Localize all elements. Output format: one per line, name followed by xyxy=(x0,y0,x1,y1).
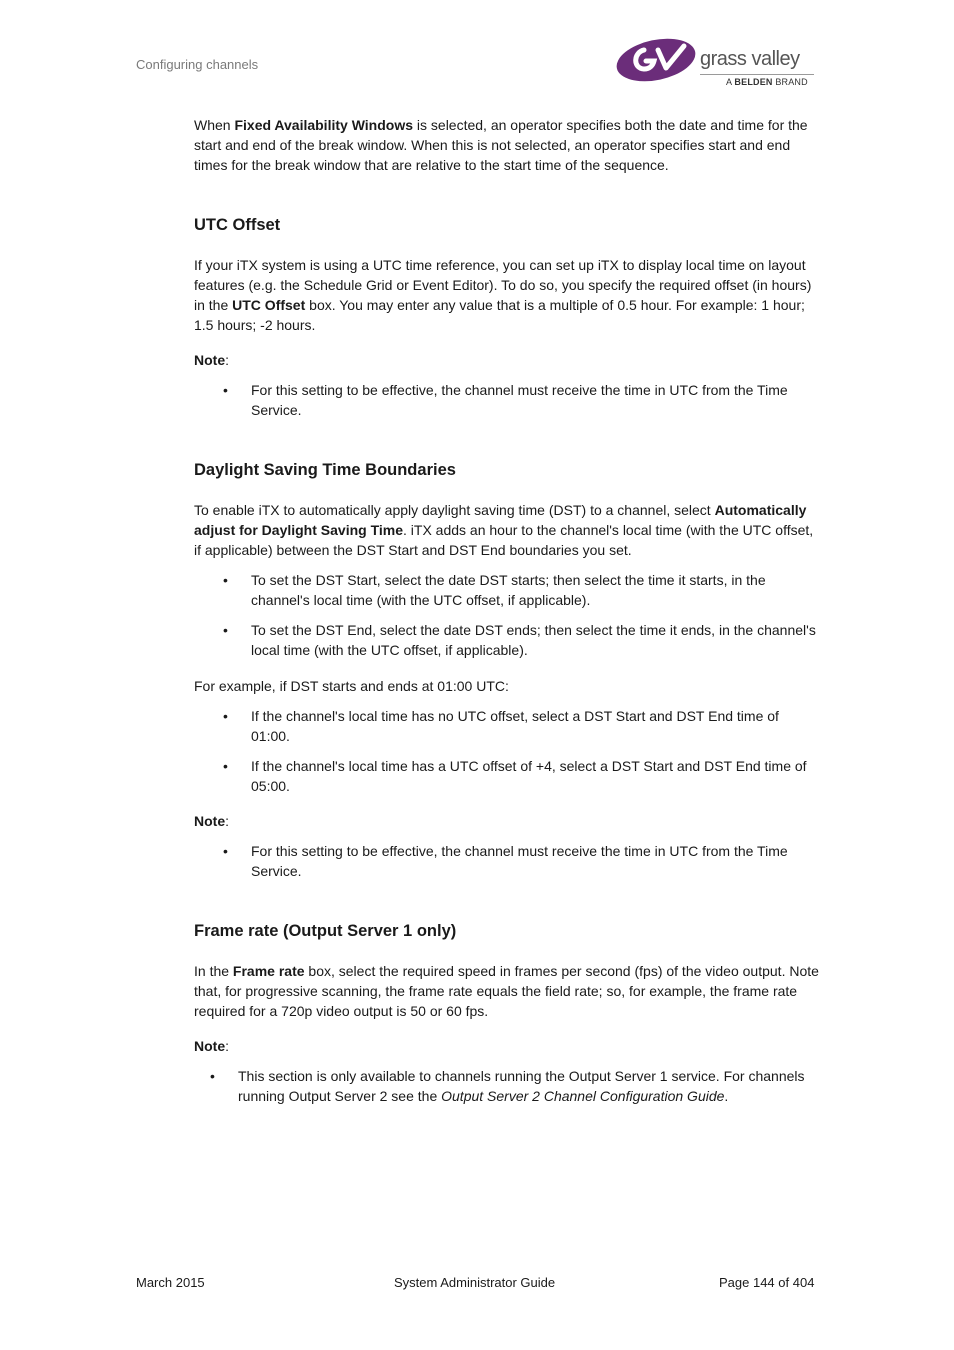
logo-divider xyxy=(700,74,814,75)
frame-rate-heading: Frame rate (Output Server 1 only) xyxy=(194,922,457,940)
frame-note-list xyxy=(194,1066,820,1106)
logo-wordmark: grass valley xyxy=(700,48,800,70)
dst-steps-list xyxy=(194,570,820,660)
dst-note-label: Note: xyxy=(194,813,230,829)
dst-example-list xyxy=(194,706,820,796)
dst-heading: Daylight Saving Time Boundaries xyxy=(194,461,456,479)
dst-paragraph: To enable iTX to automatically apply daylight saving time (DST) to a channel, select Automatically adjust for Daylight Saving Time. iTX adds an hour to the channel's local time (with the UTC offset, if applicable) between the DST Start and DST End boundaries you set. xyxy=(194,502,814,558)
footer-title: System Administrator Guide xyxy=(394,1275,556,1290)
dst-note-list xyxy=(194,841,820,881)
footer-page-number: Page 144 of 404 xyxy=(719,1275,815,1290)
logo-subline: A BELDEN BRAND xyxy=(726,77,808,87)
dst-example-intro: For example, if DST starts and ends at 01:00 UTC: xyxy=(194,678,509,694)
frame-rate-paragraph: In the Frame rate box, select the required speed in frames per second (fps) of the video output. Note that, for progressive scanning, the frame rate equals the field rate; so, for example, the frame rate required for a 720p video output is 50 or 60 fps. xyxy=(194,963,819,1019)
list-item: • This section is only available to channels running the Output Server 1 service. For channels running Output Server 2 see the Output Server 2 Channel Configuration Guide. xyxy=(210,1068,805,1104)
utc-note-label: Note: xyxy=(194,352,230,368)
list-item: • If the channel's local time has a UTC offset of +4, select a DST Start and DST End time of 05:00. xyxy=(223,758,807,794)
list-item: • For this setting to be effective, the channel must receive the time in UTC from the Time Service. xyxy=(223,382,788,418)
utc-offset-paragraph: If your iTX system is using a UTC time reference, you can set up iTX to display local time on layout features (e.g. the Schedule Grid or Event Editor). To do so, you specify the required offset (in hours) in the UTC Offset box. You may enter any value that is a multiple of 0.5 hour. For example: 1 hour; 1.5 hours; -2 hours. xyxy=(194,257,812,333)
running-header: Configuring channels xyxy=(136,57,259,72)
page-body xyxy=(194,115,820,1106)
utc-offset-heading: UTC Offset xyxy=(194,216,281,234)
intro-paragraph: When Fixed Availability Windows is selected, an operator specifies both the date and time for the start and end of the break window. When this is not selected, an operator specifies start and end times for the break window that are relative to the start time of the sequence. xyxy=(194,117,808,173)
list-item: • For this setting to be effective, the channel must receive the time in UTC from the Time Service. xyxy=(223,843,788,879)
list-item: • To set the DST Start, select the date DST starts; then select the time it starts, in the channel's local time (with the UTC offset, if applicable). xyxy=(223,572,766,608)
list-item: • To set the DST End, select the date DST ends; then select the time it ends, in the channel's local time (with the UTC offset, if applicable). xyxy=(223,622,816,658)
frame-note-label: Note: xyxy=(194,1038,230,1054)
utc-note-list xyxy=(194,380,820,420)
footer-date: March 2015 xyxy=(136,1275,205,1290)
list-item: • If the channel's local time has no UTC offset, select a DST Start and DST End time of 01:00. xyxy=(223,708,779,744)
